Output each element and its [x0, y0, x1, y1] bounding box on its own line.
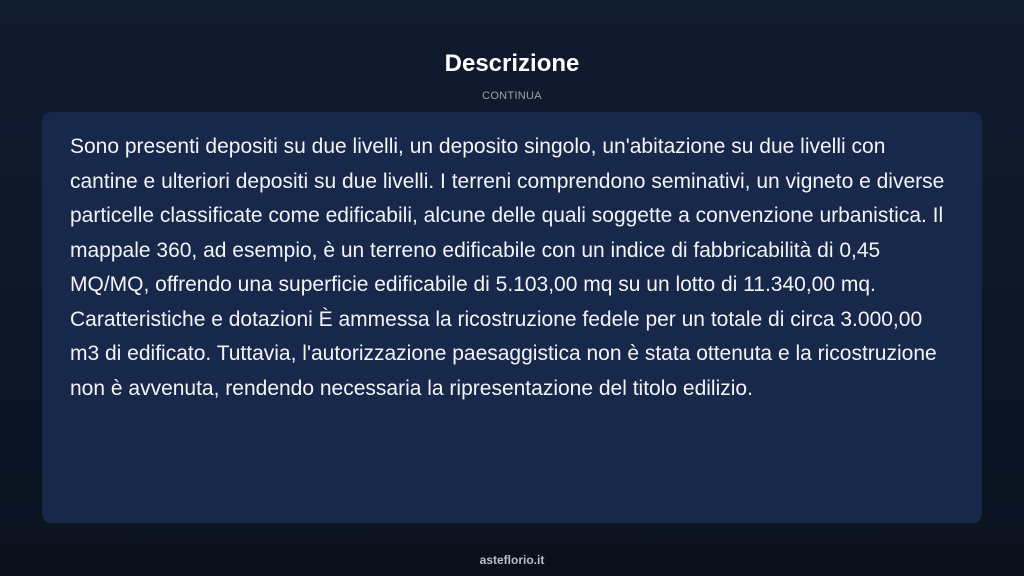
footer-bar — [0, 544, 1024, 576]
description-text: Sono presenti depositi su due livelli, un deposito singolo, un'abitazione su due livelli con cantine e ulteriori depositi su due livelli. I terreni comprendono seminativi, un vigneto e diverse particelle classificate come edificabili, alcune delle quali soggette a convenzione urbanistica. Il mappale 360, ad esempio, è un terreno edificabile con un indice di fabbricabilità di 0,45 MQ/MQ, offrendo una superficie edificabile di 5.103,00 mq su un lotto di 11.340,00 mq. Caratteristiche e dotazioni È ammessa la ricostruzione fedele per un totale di circa 3.000,00 m3 di edificato. Tuttavia, l'autorizzazione paesaggistica non è stata ottenuta e la ricostruzione non è avvenuta, rendendo necessaria la ripresentazione del titolo edilizio. — [70, 135, 945, 400]
description-card — [42, 112, 982, 523]
page-title: Descrizione — [444, 50, 580, 77]
footer-site-label: asteflorio.it — [479, 553, 545, 567]
page-subtitle: CONTINUA — [482, 90, 542, 102]
